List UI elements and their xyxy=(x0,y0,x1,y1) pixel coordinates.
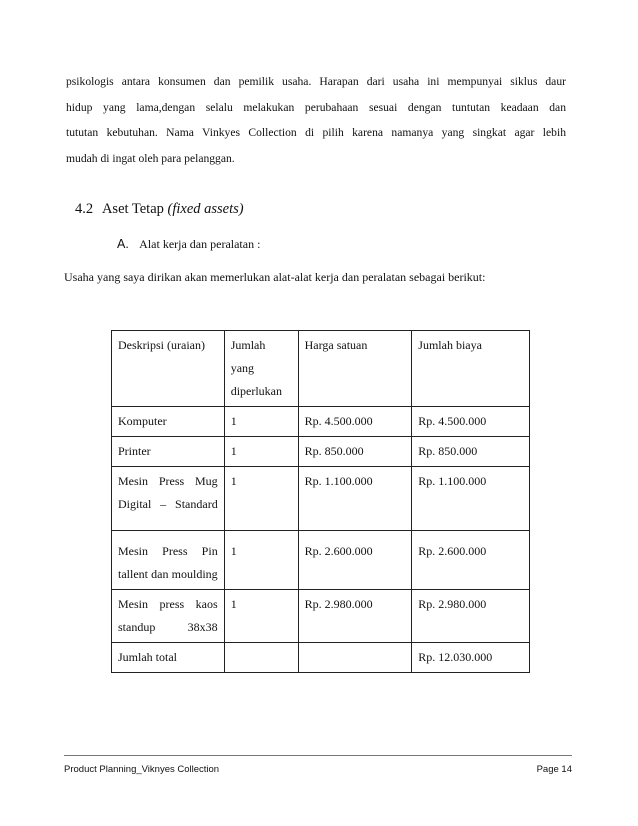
section-heading xyxy=(75,201,244,218)
table-cell: Rp. 4.500.000 xyxy=(298,407,412,437)
table-cell: Komputer xyxy=(112,407,225,437)
section-number: 4.2 xyxy=(75,201,94,217)
footer-divider xyxy=(64,755,572,756)
table-cell: Rp. 2.980.000 xyxy=(412,590,530,643)
subsection-heading xyxy=(117,237,260,252)
table-header-row xyxy=(112,331,530,407)
table-cell: Rp. 2.600.000 xyxy=(298,531,412,590)
header-cell: Harga satuan xyxy=(298,331,412,407)
table-cell: Rp. 850.000 xyxy=(412,437,530,467)
table-cell: Rp. 1.100.000 xyxy=(412,467,530,531)
total-value-cell: Rp. 12.030.000 xyxy=(412,643,530,673)
header-cell: Deskripsi (uraian) xyxy=(112,331,225,407)
intro-text: Usaha yang saya dirikan akan memerlukan alat-alat kerja dan peralatan sebagai berikut: xyxy=(64,270,486,284)
assets-table xyxy=(111,330,530,673)
paragraph-line: hidup yang lama,dengan selalu melakukan perubahaan sesuai dengan tuntutan keadaan dan xyxy=(66,100,566,114)
table-total-row xyxy=(112,643,530,673)
paragraph-line: tututan kebutuhan. Nama Vinkyes Collection di pilih karena namanya yang singkat agar lebih xyxy=(66,126,566,139)
section-title-italic: (fixed assets) xyxy=(167,201,244,217)
page-number: Page 14 xyxy=(536,764,572,775)
table-cell: Printer xyxy=(112,437,225,467)
table-cell: Mesin Press Pin tallent dan moulding xyxy=(112,531,225,590)
table-cell: Rp. 4.500.000 xyxy=(412,407,530,437)
table-cell: Rp. 2.980.000 xyxy=(298,590,412,643)
table-row xyxy=(112,590,530,643)
empty-cell xyxy=(298,643,412,673)
table-cell: 1 xyxy=(224,590,298,643)
table-cell: Mesin Press Mug Digital – Standard xyxy=(112,467,225,531)
table-row xyxy=(112,467,530,531)
paragraph-line: psikologis antara konsumen dan pemilik usaha. Harapan dari usaha ini mempunyai siklus daur xyxy=(66,75,566,88)
table-row xyxy=(112,531,530,590)
table-cell: Rp. 1.100.000 xyxy=(298,467,412,531)
table-cell: 1 xyxy=(224,531,298,590)
paragraph-line: mudah di ingat oleh para pelanggan. xyxy=(66,151,235,165)
footer-title: Product Planning_Viknyes Collection xyxy=(64,764,220,775)
table-cell: Rp. 2.600.000 xyxy=(412,531,530,590)
table-cell: 1 xyxy=(224,407,298,437)
table-cell: 1 xyxy=(224,437,298,467)
table-cell: Mesin press kaos standup 38x38 xyxy=(112,590,225,643)
header-cell: Jumlah yang diperlukan xyxy=(224,331,298,407)
subsection-letter: A. xyxy=(117,237,129,251)
total-label-cell: Jumlah total xyxy=(112,643,225,673)
table-row xyxy=(112,437,530,467)
table-cell: 1 xyxy=(224,467,298,531)
table-row xyxy=(112,407,530,437)
section-title: Aset Tetap xyxy=(101,201,164,217)
header-cell: Jumlah biaya xyxy=(412,331,530,407)
empty-cell xyxy=(224,643,298,673)
table-cell: Rp. 850.000 xyxy=(298,437,412,467)
body-paragraph xyxy=(66,69,566,171)
subsection-title: Alat kerja dan peralatan : xyxy=(139,237,261,251)
